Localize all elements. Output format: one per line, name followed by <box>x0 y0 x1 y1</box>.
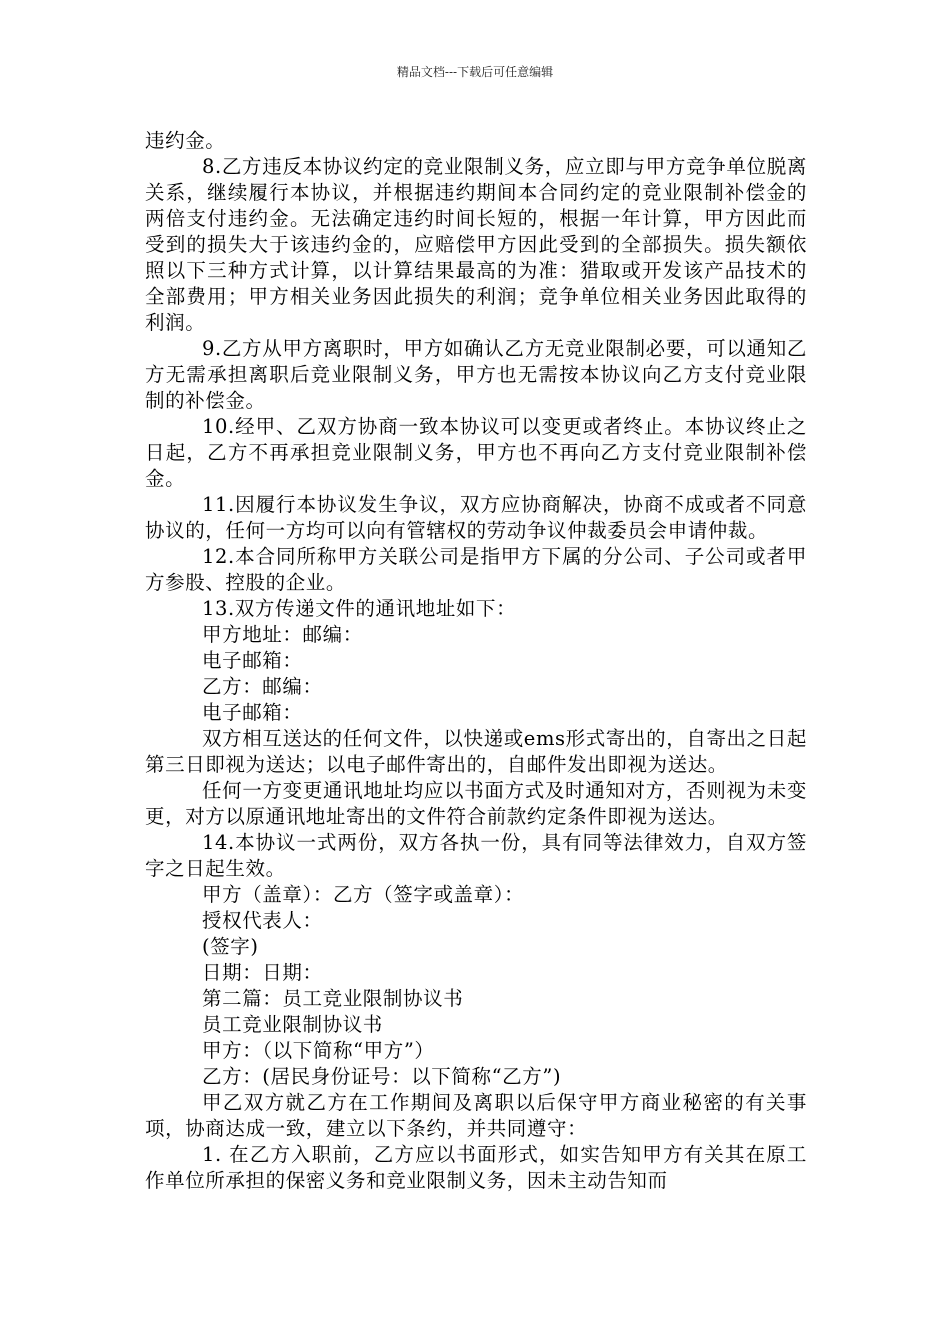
paragraph: 8.乙方违反本协议约定的竞业限制义务，应立即与甲方竞争单位脱离关系，继续履行本协议，并根据违约期间本合同约定的竞业限制补偿金的两倍支付违约金。无法确定违约时间长短的，根据一年计算，甲方因此而受到的损失大于该违约金的，应赔偿甲方因此受到的全部损失。损失额依照以下三种方式计算，以计算结果最高的为准：猎取或开发该产品技术的全部费用；甲方相关业务因此损失的利润；竞争单位相关业务因此取得的利润。 <box>145 155 807 334</box>
paragraph: 14.本协议一式两份，双方各执一份，具有同等法律效力，自双方签字之日起生效。 <box>145 831 807 880</box>
paragraph: 甲乙双方就乙方在工作期间及离职以后保守甲方商业秘密的有关事项，协商达成一致，建立以下条约，并共同遵守： <box>145 1091 807 1140</box>
paragraph: 电子邮箱： <box>202 649 303 672</box>
paragraph: 双方相互送达的任何文件，以快递或ems形式寄出的，自寄出之日起第三日即视为送达；以电子邮件寄出的，自邮件发出即视为送达。 <box>145 727 807 776</box>
paragraph: 日期：日期： <box>202 961 323 984</box>
paragraph: (签字) <box>202 935 259 958</box>
paragraph: 乙方：(居民身份证号：以下简称“乙方”) <box>202 1065 562 1088</box>
paragraph: 授权代表人： <box>202 909 323 932</box>
paragraph: 乙方：邮编： <box>202 675 323 698</box>
paragraph: 10.经甲、乙双方协商一致本协议可以变更或者终止。本协议终止之日起，乙方不再承担竞业限制义务，甲方也不再向乙方支付竞业限制补偿金。 <box>145 415 807 490</box>
paragraph: 1. 在乙方入职前，乙方应以书面形式，如实告知甲方有关其在原工作单位所承担的保密义务和竞业限制义务，因未主动告知而 <box>145 1143 807 1192</box>
paragraph: 任何一方变更通讯地址均应以书面方式及时通知对方，否则视为未变更，对方以原通讯地址寄出的文件符合前款约定条件即视为送达。 <box>145 779 807 828</box>
paragraph: 违约金。 <box>145 129 226 152</box>
paragraph: 13.双方传递文件的通讯地址如下： <box>202 597 517 620</box>
document-title: 员工竞业限制协议书 <box>202 1013 383 1036</box>
section-title: 第二篇：员工竞业限制协议书 <box>202 987 464 1010</box>
paragraph: 9.乙方从甲方离职时，甲方如确认乙方无竞业限制必要，可以通知乙方无需承担离职后竞业限制义务，甲方也无需按本协议向乙方支付竞业限制的补偿金。 <box>145 337 807 412</box>
paragraph: 甲方：（以下简称“甲方”） <box>202 1039 435 1062</box>
page-header: 精品文档---下载后可任意编辑 <box>396 65 554 79</box>
paragraph: 电子邮箱： <box>202 701 303 724</box>
paragraph: 甲方地址：邮编： <box>202 623 363 646</box>
document-body <box>145 128 807 1194</box>
paragraph: 12.本合同所称甲方关联公司是指甲方下属的分公司、子公司或者甲方参股、控股的企业。 <box>145 545 807 594</box>
paragraph: 甲方（盖章）：乙方（签字或盖章）： <box>202 883 525 906</box>
paragraph: 11.因履行本协议发生争议，双方应协商解决，协商不成或者不同意协议的，任何一方均可以向有管辖权的劳动争议仲裁委员会申请仲裁。 <box>145 493 807 542</box>
